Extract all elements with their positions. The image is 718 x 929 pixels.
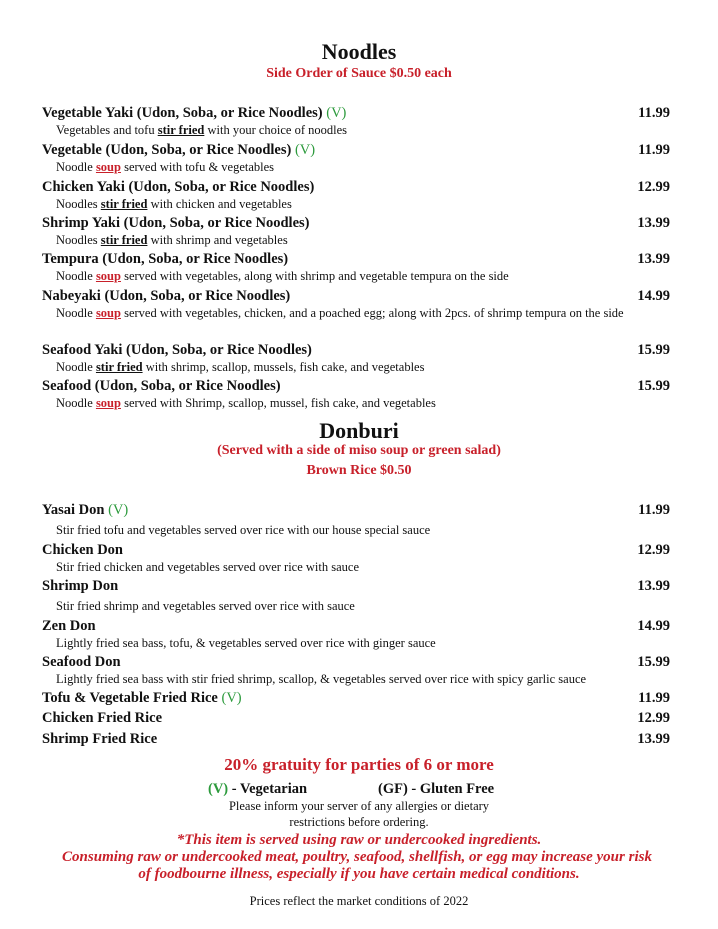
raw-ingredients-notice: *This item is served using raw or undercooked ingredients. [176, 832, 542, 848]
item-price: 11.99 [638, 105, 670, 121]
prep-keyword: soup [95, 160, 121, 174]
item-description: Noodle stir fried with shrimp, scallop, mussels, fish cake, and vegetables [56, 360, 425, 374]
menu-item [42, 617, 670, 635]
item-price: 15.99 [637, 378, 670, 394]
item-description: Noodles stir fried with shrimp and vegetables [56, 233, 288, 247]
menu-item [42, 341, 670, 359]
vegetarian-mark: (V) [294, 142, 316, 158]
item-price: 15.99 [637, 342, 670, 358]
item-description: Lightly fried sea bass, tofu, & vegetables served over rice with ginger sauce [56, 636, 436, 650]
prep-keyword: stir fried [100, 197, 148, 211]
item-name: Vegetable (Udon, Soba, or Rice Noodles) [42, 142, 292, 158]
item-name: Nabeyaki (Udon, Soba, or Rice Noodles) [42, 288, 291, 304]
noodles-subtitle: Side Order of Sauce $0.50 each [266, 66, 452, 81]
vegetarian-mark: (V) [221, 690, 242, 706]
prep-keyword: soup [95, 269, 121, 283]
prep-keyword: soup [95, 396, 121, 410]
item-price: 13.99 [637, 578, 670, 594]
health-warning-line2: of foodbourne illness, especially if you have certain medical conditions. [138, 866, 580, 882]
item-name: Shrimp Don [42, 578, 119, 594]
menu-item [42, 250, 670, 268]
donburi-title: Donburi [319, 418, 399, 443]
item-description: Noodle soup served with vegetables, along with shrimp and vegetable tempura on the side [56, 269, 509, 283]
item-name: Seafood Don [42, 654, 121, 670]
allergy-notice-line2: restrictions before ordering. [289, 815, 429, 829]
item-price: 12.99 [637, 542, 670, 558]
item-price: 14.99 [637, 288, 670, 304]
menu-item [42, 104, 670, 122]
item-name: Chicken Yaki (Udon, Soba, or Rice Noodles) [42, 179, 315, 195]
item-name: Zen Don [42, 618, 96, 634]
item-price: 12.99 [637, 179, 670, 195]
menu-item [42, 214, 670, 232]
legend-gluten-free: (GF) - Gluten Free [378, 781, 495, 797]
item-price: 11.99 [638, 502, 670, 518]
donburi-subtitle: (Served with a side of miso soup or green salad) [217, 443, 501, 458]
item-price: 13.99 [637, 731, 670, 747]
item-name: Shrimp Yaki (Udon, Soba, or Rice Noodles) [42, 215, 310, 231]
prep-keyword: stir fried [100, 233, 148, 247]
item-price: 11.99 [638, 142, 670, 158]
menu-item [42, 577, 670, 595]
item-name: Tofu & Vegetable Fried Rice [42, 690, 218, 706]
item-name: Vegetable Yaki (Udon, Soba, or Rice Noodles) [42, 105, 323, 121]
item-description: Stir fried shrimp and vegetables served over rice with sauce [56, 599, 355, 613]
prep-keyword: soup [95, 306, 121, 320]
prep-keyword: stir fried [95, 360, 143, 374]
allergy-notice-line1: Please inform your server of any allergies or dietary [228, 799, 490, 813]
item-name: Yasai Don [42, 502, 105, 518]
gratuity-notice: 20% gratuity for parties of 6 or more [224, 755, 494, 774]
menu-item [42, 287, 670, 305]
menu-item [42, 730, 670, 748]
menu-item [42, 653, 670, 671]
vegetarian-mark: (V) [326, 105, 347, 121]
prep-keyword: stir fried [157, 123, 205, 137]
vegetarian-mark: (V) [208, 781, 229, 797]
vegetarian-mark: (V) [108, 502, 129, 518]
item-name: Chicken Don [42, 542, 123, 558]
item-description: Vegetables and tofu stir fried with your choice of noodles [56, 123, 348, 137]
item-price: 13.99 [637, 251, 670, 267]
menu-item [42, 141, 670, 159]
item-description: Noodle soup served with Shrimp, scallop, mussel, fish cake, and vegetables [56, 396, 436, 410]
menu-item [42, 709, 670, 727]
noodles-title: Noodles [321, 39, 397, 64]
menu-item [42, 377, 670, 395]
menu-item [42, 501, 670, 519]
item-price: 12.99 [637, 710, 670, 726]
item-description: Noodles stir fried with chicken and vegetables [56, 197, 292, 211]
item-description: Stir fried chicken and vegetables served over rice with sauce [56, 560, 359, 574]
item-description: Stir fried tofu and vegetables served over rice with our house special sauce [56, 523, 431, 537]
item-price: 13.99 [637, 215, 670, 231]
legend-vegetarian: (V) - Vegetarian [208, 781, 308, 797]
item-description: Lightly fried sea bass with stir fried shrimp, scallop, & vegetables served over rice with spicy garlic sauce [56, 672, 587, 686]
menu-item [42, 689, 670, 707]
item-name: Chicken Fried Rice [42, 710, 163, 726]
menu-item [42, 541, 670, 559]
item-price: 14.99 [637, 618, 670, 634]
prices-note: Prices reflect the market conditions of 2022 [249, 894, 469, 908]
item-name: Shrimp Fried Rice [42, 731, 158, 747]
item-name: Seafood (Udon, Soba, or Rice Noodles) [42, 378, 281, 394]
item-description: Noodle soup served with tofu & vegetables [56, 160, 275, 174]
item-name: Tempura (Udon, Soba, or Rice Noodles) [42, 251, 289, 267]
item-price: 15.99 [637, 654, 670, 670]
item-name: Seafood Yaki (Udon, Soba, or Rice Noodles) [42, 342, 312, 358]
health-warning-line1: Consuming raw or undercooked meat, poultry, seafood, shellfish, or egg may increase your risk [62, 849, 652, 865]
brown-rice-note: Brown Rice $0.50 [306, 463, 412, 478]
item-description: Noodle soup served with vegetables, chicken, and a poached egg; along with 2pcs. of shrimp tempura on the side [56, 306, 624, 320]
menu-item [42, 178, 670, 196]
item-price: 11.99 [638, 690, 670, 706]
